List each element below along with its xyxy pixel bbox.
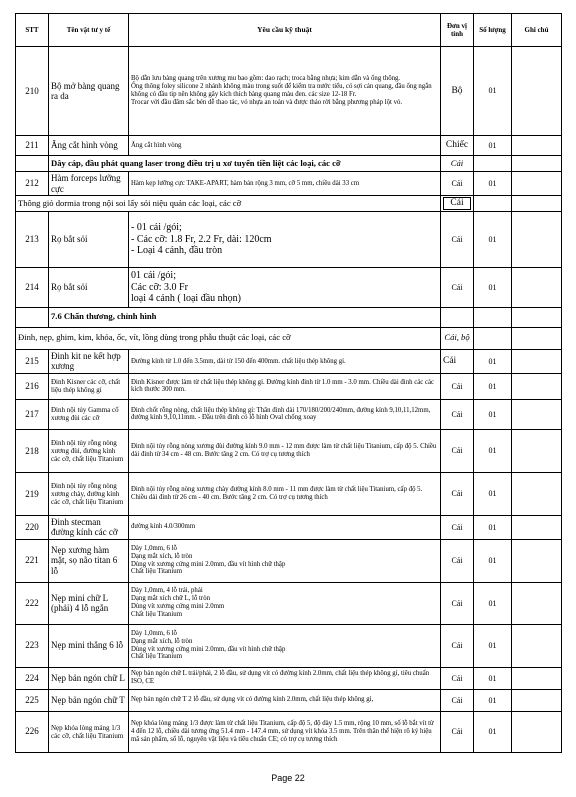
row-note bbox=[512, 667, 562, 689]
row-requirements bbox=[129, 267, 441, 307]
header-note: Ghi chú bbox=[512, 14, 562, 47]
section-title: 7.6 Chấn thương, chỉnh hình bbox=[49, 307, 441, 327]
row-name: Nẹp mini chữ L (phải) 4 lỗ ngắn bbox=[49, 582, 129, 624]
row-requirements: Đinh nội tủy rỗng nòng xương chày đường kính 8.0 mm - 11 mm được làm từ chất liệu Titanium, cấp độ 5. Chiều dài đinh từ 26 cm - 40 cm. Bước tăng 2 cm. Có trợ cụ tương thích bbox=[129, 472, 441, 515]
row-unit: Cái bbox=[441, 711, 474, 752]
row-stt: 226 bbox=[16, 711, 49, 752]
row-stt: 221 bbox=[16, 539, 49, 582]
table-row bbox=[16, 515, 562, 539]
req-line: Dạng mắt xích chữ L, lỗ tròn bbox=[131, 595, 210, 603]
row-quantity: 01 bbox=[474, 136, 512, 156]
section-quantity bbox=[474, 156, 512, 172]
row-note bbox=[512, 472, 562, 515]
row-stt: 217 bbox=[16, 399, 49, 429]
row-unit: Bộ bbox=[441, 47, 474, 136]
row-quantity: 01 bbox=[474, 689, 512, 711]
row-requirements: Đinh nội tủy rỗng nòng xương đùi đường kính 9.0 mm - 12 mm được làm từ chất liệu Titanium, cấp độ 5. Chiều dài đinh từ 34 cm - 48 cm. Bước tăng 2 cm. Có trợ cụ tương thích bbox=[129, 429, 441, 472]
subsection-quantity bbox=[474, 327, 512, 349]
row-unit: Cái bbox=[441, 349, 474, 373]
req-line: Trocar với đầu đâm sắc bén dễ thao tác, vỏ nhựa an toàn và được tháo rời bằng phương pháp lột vỏ. bbox=[131, 98, 403, 106]
req-line: Bộ dẫn lưu bàng quang trên xương mu bao gồm: dao rạch; troca bằng nhựa; kim dẫn và ống thông. bbox=[131, 75, 401, 83]
req-line: Ống thông foley silicone 2 nhánh không màu trong suốt để kiểm tra nước tiểu, có sợi cản quang, đầu ống ngắn không có đầu tip nên không gây kích thích bàng quang màu đen. các size 12-18 Fr. bbox=[131, 83, 432, 98]
row-note bbox=[512, 429, 562, 472]
row-name: Đinh nội tủy rỗng nòng xương đùi, đường kính các cỡ, chất liệu Titanium bbox=[49, 429, 129, 472]
row-name: Bộ mở bàng quang ra da bbox=[49, 47, 129, 136]
table-row bbox=[16, 582, 562, 624]
row-requirements bbox=[129, 539, 441, 582]
section-unit: Cái bbox=[441, 156, 474, 172]
row-quantity: 01 bbox=[474, 667, 512, 689]
row-unit: Cái bbox=[441, 624, 474, 667]
row-note bbox=[512, 689, 562, 711]
row-stt: 214 bbox=[16, 267, 49, 307]
row-quantity: 01 bbox=[474, 624, 512, 667]
table-row bbox=[16, 624, 562, 667]
document-page bbox=[15, 13, 561, 753]
row-name: Đinh stecman đường kính các cỡ bbox=[49, 515, 129, 539]
section-note bbox=[512, 156, 562, 172]
row-quantity: 01 bbox=[474, 429, 512, 472]
row-unit: Cái bbox=[441, 399, 474, 429]
row-stt: 215 bbox=[16, 349, 49, 373]
row-name: Nẹp bản ngón chữ L bbox=[49, 667, 129, 689]
subsection-unit: Cái, bộ bbox=[441, 327, 474, 349]
row-name: Nẹp bản ngón chữ T bbox=[49, 689, 129, 711]
row-name: Nẹp xương hàm mặt, sọ não titan 6 lỗ bbox=[49, 539, 129, 582]
row-name: Nẹp khóa lòng máng 1/3 các cỡ, chất liệu Titanium bbox=[49, 711, 129, 752]
table-row bbox=[16, 429, 562, 472]
section-row bbox=[16, 156, 562, 172]
row-requirements: Nẹp bản ngón chữ L trái/phải, 2 lỗ đầu, sử dụng vít có đường kính 2.0mm, chất liệu thép không gỉ, tiêu chuẩn ISO, CE bbox=[129, 667, 441, 689]
req-line: - Các cỡ: 1.8 Fr, 2.2 Fr, dài: 120cm bbox=[131, 233, 272, 245]
req-line: Dày 1,0mm, 6 lỗ bbox=[131, 629, 177, 637]
row-quantity: 01 bbox=[474, 582, 512, 624]
req-line: Các cỡ: 3.0 Fr bbox=[131, 281, 188, 293]
req-line: Chất liệu Titanium bbox=[131, 610, 182, 618]
subsection-note bbox=[512, 196, 562, 212]
subsection-unit bbox=[441, 196, 474, 212]
req-line: - 01 cái /gói; bbox=[131, 222, 182, 234]
row-requirements bbox=[129, 582, 441, 624]
row-stt: 222 bbox=[16, 582, 49, 624]
table-row bbox=[16, 689, 562, 711]
section-quantity bbox=[474, 307, 512, 327]
table-row bbox=[16, 267, 562, 307]
subsection-unit-box: Cái bbox=[443, 197, 471, 210]
table-row bbox=[16, 373, 562, 399]
row-unit: Cái bbox=[441, 689, 474, 711]
section-stt bbox=[16, 307, 49, 327]
row-note bbox=[512, 267, 562, 307]
row-unit: Cái bbox=[441, 539, 474, 582]
req-line: Dày 1,0mm, 4 lỗ trái, phải bbox=[131, 587, 203, 595]
table-row bbox=[16, 472, 562, 515]
table-row bbox=[16, 211, 562, 267]
req-line: Chất liệu Titanium bbox=[131, 568, 182, 576]
equipment-table bbox=[15, 13, 562, 753]
row-name: Rọ bắt sỏi bbox=[49, 267, 129, 307]
req-line: 01 cái /gói; bbox=[131, 270, 176, 282]
req-line: Dùng vít xương cứng mini 2.0mm, đầu vít hình chữ thập bbox=[131, 645, 286, 653]
row-stt: 211 bbox=[16, 136, 49, 156]
section-unit bbox=[441, 307, 474, 327]
row-note bbox=[512, 47, 562, 136]
row-unit: Cái bbox=[441, 267, 474, 307]
row-note bbox=[512, 515, 562, 539]
header-stt: STT bbox=[16, 14, 49, 47]
req-line: Dùng vít xương cứng mini 2.0mm, đầu vít hình chữ thập bbox=[131, 560, 286, 568]
row-stt: 223 bbox=[16, 624, 49, 667]
row-quantity: 01 bbox=[474, 172, 512, 196]
row-quantity: 01 bbox=[474, 711, 512, 752]
row-quantity: 01 bbox=[474, 267, 512, 307]
row-quantity: 01 bbox=[474, 515, 512, 539]
table-header-row bbox=[16, 14, 562, 47]
row-name: Đinh nội tủy rỗng nòng xương chày, đường kính các cỡ, chất liệu Titanium bbox=[49, 472, 129, 515]
row-quantity: 01 bbox=[474, 373, 512, 399]
row-note bbox=[512, 136, 562, 156]
section-note bbox=[512, 307, 562, 327]
subsection-title: Đinh, nẹp, ghim, kim, khóa, ốc, vít, lồng dùng trong phẫu thuật các loại, các cỡ bbox=[16, 327, 441, 349]
row-requirements: Đinh chốt rỗng nòng, chất liệu thép không gỉ: Thân đinh dài 170/180/200/240mm, đường kính 9,10,11,12mm, đường kính 9,10,11mm. - Đầu trên đinh có lỗ hình Oval chống xoay bbox=[129, 399, 441, 429]
subsection-quantity bbox=[474, 196, 512, 212]
row-unit: Cái bbox=[441, 515, 474, 539]
row-note bbox=[512, 539, 562, 582]
row-unit: Cái bbox=[441, 211, 474, 267]
table-row bbox=[16, 349, 562, 373]
row-name: Rọ bắt sỏi bbox=[49, 211, 129, 267]
req-line: Dùng vít xương cứng mini 2.0mm bbox=[131, 603, 225, 611]
table-row bbox=[16, 711, 562, 752]
subsection-title: Thông giỏ dormia trong nội soi lấy sỏi niệu quản các loại, các cỡ bbox=[16, 196, 441, 212]
page-number: Page 22 bbox=[271, 773, 305, 783]
row-note bbox=[512, 373, 562, 399]
req-line: loại 4 cánh ( loại đầu nhọn) bbox=[131, 293, 241, 305]
row-requirements: Ăng cắt hình vòng bbox=[129, 136, 441, 156]
row-stt: 216 bbox=[16, 373, 49, 399]
row-stt: 210 bbox=[16, 47, 49, 136]
req-line: Dày 1,0mm, 6 lỗ bbox=[131, 544, 177, 552]
table-row bbox=[16, 667, 562, 689]
subsection-note bbox=[512, 327, 562, 349]
table-row bbox=[16, 539, 562, 582]
header-unit: Đơn vị tính bbox=[441, 14, 474, 47]
row-requirements bbox=[129, 47, 441, 136]
req-line: - Loại 4 cánh, đầu tròn bbox=[131, 245, 223, 257]
row-stt: 219 bbox=[16, 472, 49, 515]
row-quantity: 01 bbox=[474, 472, 512, 515]
subsection-row bbox=[16, 196, 562, 212]
row-unit: Cái bbox=[441, 472, 474, 515]
table-row bbox=[16, 47, 562, 136]
row-name: Đinh Kisner các cỡ, chất liệu thép không gỉ bbox=[49, 373, 129, 399]
row-unit: Cái bbox=[441, 172, 474, 196]
row-note bbox=[512, 399, 562, 429]
row-stt: 225 bbox=[16, 689, 49, 711]
row-requirements bbox=[129, 624, 441, 667]
row-note bbox=[512, 211, 562, 267]
row-note bbox=[512, 582, 562, 624]
row-requirements: Nẹp bản ngón chữ T 2 lỗ đầu, sử dụng vít có đường kính 2.0mm, chất liệu thép không gỉ, bbox=[129, 689, 441, 711]
table-row bbox=[16, 399, 562, 429]
row-quantity: 01 bbox=[474, 349, 512, 373]
table-row bbox=[16, 136, 562, 156]
row-requirements: Đường kính từ 1.0 đến 3.5mm, dài từ 150 đến 400mm. chất liệu thép không gỉ. bbox=[129, 349, 441, 373]
row-requirements: Hàm kẹp lưỡng cực TAKE-APART, hàm bản rộng 3 mm, cỡ 5 mm, chiều dài 33 cm bbox=[129, 172, 441, 196]
header-requirements: Yêu cầu kỹ thuật bbox=[129, 14, 441, 47]
row-requirements: Đinh Kisner được làm từ chất liệu thép không gỉ. Đường kính đinh từ 1.0 mm - 3.0 mm. Chiều dài đinh các các kích thước 300 mm. bbox=[129, 373, 441, 399]
row-name: Đinh kit ne kết hợp xương bbox=[49, 349, 129, 373]
row-note bbox=[512, 349, 562, 373]
row-stt: 224 bbox=[16, 667, 49, 689]
section-title: Dây cáp, đầu phát quang laser trong điều trị u xơ tuyến tiền liệt các loại, các cỡ bbox=[49, 156, 441, 172]
row-stt: 218 bbox=[16, 429, 49, 472]
section-stt bbox=[16, 156, 49, 172]
row-unit: Cái bbox=[441, 429, 474, 472]
row-requirements bbox=[129, 211, 441, 267]
header-quantity: Số lượng bbox=[474, 14, 512, 47]
row-stt: 213 bbox=[16, 211, 49, 267]
row-stt: 220 bbox=[16, 515, 49, 539]
row-unit: Cái bbox=[441, 582, 474, 624]
row-quantity: 01 bbox=[474, 47, 512, 136]
row-name: Hàm forceps lưỡng cực bbox=[49, 172, 129, 196]
row-note bbox=[512, 711, 562, 752]
row-requirements: đường kính 4.0/300mm bbox=[129, 515, 441, 539]
subsection-row bbox=[16, 327, 562, 349]
row-stt: 212 bbox=[16, 172, 49, 196]
row-quantity: 01 bbox=[474, 539, 512, 582]
row-note bbox=[512, 624, 562, 667]
row-note bbox=[512, 172, 562, 196]
row-quantity: 01 bbox=[474, 211, 512, 267]
row-unit: Cái bbox=[441, 667, 474, 689]
row-unit: Chiếc bbox=[441, 136, 474, 156]
row-name: Đinh nội tủy Gamma cổ xương đùi các cỡ bbox=[49, 399, 129, 429]
table-row bbox=[16, 172, 562, 196]
row-name: Nẹp mini thẳng 6 lỗ bbox=[49, 624, 129, 667]
row-quantity: 01 bbox=[474, 399, 512, 429]
req-line: Chất liệu Titanium bbox=[131, 653, 182, 661]
section-row bbox=[16, 307, 562, 327]
row-name: Ăng cắt hình vòng bbox=[49, 136, 129, 156]
req-line: Dạng mắt xích, lỗ tròn bbox=[131, 637, 193, 645]
row-unit: Cái bbox=[441, 373, 474, 399]
row-requirements: Nẹp khóa lòng máng 1/3 được làm từ chất liệu Titanium, cấp độ 5, độ dày 1.5 mm, rộng 10 mm, số lỗ bắt vít từ 4 đến 12 lỗ, chiều dài tương ứng 51.4 mm - 147.4 mm, sử dụng vít khóa 3.5 mm. Trên thân thể hiện rõ ký hiệu mã sản phẩm, số lỗ, nguyên vật liệu và tiêu chuẩn CE; có trợ cụ tương thích bbox=[129, 711, 441, 752]
header-name: Tên vật tư y tế bbox=[49, 14, 129, 47]
req-line: Dạng mắt xích, lỗ tròn bbox=[131, 552, 193, 560]
